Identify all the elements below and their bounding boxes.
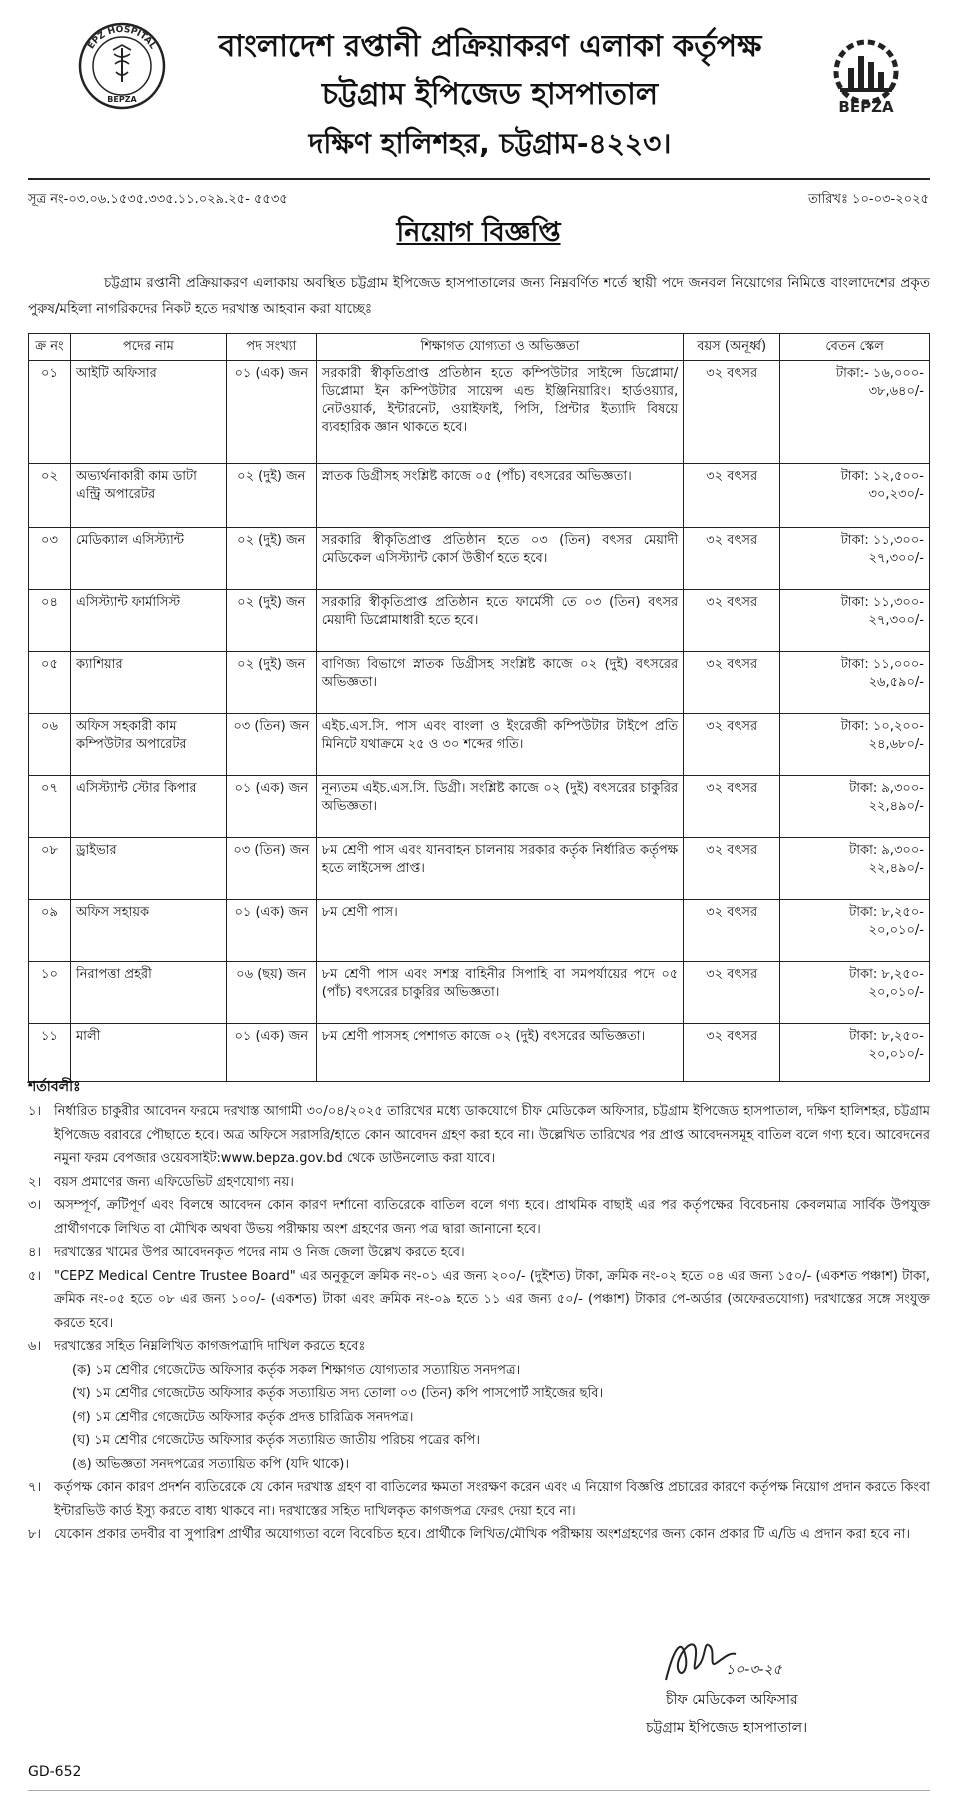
table-row: ০২ অভ্যর্থনাকারী কাম ডাটা এন্ট্রি অপারেটর ০২ (দুই) জন স্নাতক ডিগ্রীসহ সংশ্লিষ্ট কাজে ০৫ (পাঁচ) বৎসরের অভিজ্ঞতা। ৩২ বৎসর টাকা: ১২,৫০০- ৩০,২৩০/-	[29, 464, 930, 528]
hospital-name: চট্টগ্রাম ইপিজেড হাসপাতাল	[321, 77, 659, 112]
col-qualification: শিক্ষাগত যোগ্যতা ও অভিজ্ঞতা	[316, 334, 683, 361]
document-item: (ক) ১ম শ্রেণীর গেজেটেড অফিসার কর্তৃক সকল শিক্ষাগত যোগ্যতার সত্যায়িত সনদপত্র।	[72, 1362, 521, 1378]
condition-item: ৬। দরখাস্তের সহিত নিম্নলিখিত কাগজপত্রাদি দাখিল করতে হবেঃ	[28, 1339, 366, 1354]
notice-title: নিয়োগ বিজ্ঞপ্তি	[396, 217, 561, 248]
condition-item: ৮। যেকোন প্রকার তদবীর বা সুপারিশ প্রার্থীর অযোগ্যতা বলে বিবেচিত হবে। প্রার্থীকে লিখিত/মৌখিক পরীক্ষায় অংশগ্রহণের জন্য কোন প্রকার টি এ/ডি এ প্রদান করা হবে না।	[28, 1527, 910, 1542]
table-row: ০৫ ক্যাশিয়ার ০২ (দুই) জন বাণিজ্য বিভাগে স্নাতক ডিগ্রীসহ সংশ্লিষ্ট কাজে ০২ (দুই) বৎসরের অভিজ্ঞতা। ৩২ বৎসর টাকা: ১১,০০০- ২৬,৫৯০/-	[29, 652, 930, 714]
hospital-address: দক্ষিণ হালিশহর, চট্টগ্রাম-৪২২৩।	[308, 127, 672, 160]
epz-hospital-logo-icon	[78, 22, 166, 110]
condition-item: ৪। দরখাস্তের খামের উপর আবেদনকৃত পদের নাম ও নিজ জেলা উল্লেখ করতে হবে।	[28, 1245, 465, 1260]
signature-date: ১০-৩-২৫	[726, 1662, 782, 1678]
svg-text:EPZ HOSPITAL	[86, 25, 157, 52]
footer-code: GD-652	[28, 1764, 82, 1780]
col-vacancy: পদ সংখ্যা	[226, 334, 316, 361]
table-row: ০৯ অফিস সহায়ক ০১ (এক) জন ৮ম শ্রেণী পাস। ৩২ বৎসর টাকা: ৮,২৫০- ২০,০১০/-	[29, 900, 930, 962]
conditions-list	[28, 1100, 930, 1547]
header	[0, 0, 957, 185]
reference-number: সূত্র নং-০৩.০৬.১৫৩৫.৩৩৫.১১.০২৯.২৫- ৫৫৩৫	[28, 192, 288, 207]
footer-divider	[28, 1790, 930, 1791]
header-divider	[28, 178, 930, 180]
table-row: ০৬ অফিস সহকারী কাম কম্পিউটার অপারেটর ০৩ (তিন) জন এইচ.এস.সি. পাস এবং বাংলা ও ইংরেজী কম্পিউটার টাইপে প্রতি মিনিটে যথাক্রমে ২৫ ও ৩০ শব্দের গতি। ৩২ বৎসর টাকা: ১০,২০০- ২৪,৬৮০/-	[29, 714, 930, 776]
bepza-logo-icon	[820, 38, 912, 118]
document-item: (ঘ) ১ম শ্রেণীর গেজেটেড অফিসার কর্তৃক সত্যায়িত জাতীয় পরিচয় পত্রের কপি।	[72, 1433, 481, 1448]
table-row: ০৪ এসিস্ট্যান্ট ফার্মাসিস্ট ০২ (দুই) জন সরকারি স্বীকৃতিপ্রাপ্ত প্রতিষ্ঠান হতে ফার্মেসী তে ০৩ (তিন) বৎসর মেয়াদী ডিপ্লোমাধারী হতে হবে। ৩২ বৎসর টাকা: ১১,৩০০- ২৭,৩০০/-	[29, 590, 930, 652]
document-item: (ঙ) অভিজ্ঞতা সনদপত্রের সত্যায়িত কপি (যদি থাকে)।	[72, 1456, 350, 1472]
conditions-heading: শর্তাবলীঃ	[28, 1079, 81, 1095]
logo-ring-text: EPZ HOSPITAL	[86, 24, 158, 52]
table-row: ০৮ ড্রাইভার ০৩ (তিন) জন ৮ম শ্রেণী পাস এবং যানবাহন চালনায় সরকার কর্তৃক নির্ধারিত কর্তৃপক্ষ হতে লাইসেন্স প্রাপ্ত। ৩২ বৎসর টাকা: ৯,৩০০- ২২,৪৯০/-	[29, 838, 930, 900]
logo-bottom-text: BEPZA	[107, 95, 137, 104]
table-row: ১১ মালী ০১ (এক) জন ৮ম শ্রেণী পাসসহ পেশাগত কাজে ০২ (দুই) বৎসরের অভিজ্ঞতা। ৩২ বৎসর টাকা: ৮,২৫০- ২০,০১০/-	[29, 1024, 930, 1082]
signatory-office: চট্টগ্রাম ইপিজেড হাসপাতাল।	[646, 1720, 808, 1736]
signatory-designation: চীফ মেডিকেল অফিসার	[666, 1692, 798, 1708]
notice-date: তারিখঃ ১০-০৩-২০২৫	[808, 192, 929, 207]
condition-item: ৩। অসম্পূর্ণ, ক্রটিপূর্ণ এবং বিলম্বে আবেদন কোন কারণ দর্শানো ব্যতিরেকে বাতিল বলে গণ্য হবে। প্রাথমিক বাছাই এর পর কর্তৃপক্ষের বিবেচনায় কেবলমাত্র সার্বিক উপযুক্ত প্রার্থীগণকে লিখিত বা মৌখিক অথবা উভয় পরীক্ষায় অংশ গ্রহণের জন্য পত্র দ্বারা জানানো হবে।	[28, 1198, 930, 1237]
col-serial: ক্র নং	[29, 334, 71, 361]
table-header-row	[29, 334, 930, 361]
col-age: বয়স (অনূর্ধ্ব)	[684, 334, 780, 361]
bepza-logo-text: BEPZA	[838, 98, 894, 116]
document-item: (খ) ১ম শ্রেণীর গেজেটেড অফিসার কর্তৃক সত্যায়িত সদ্য তোলা ০৩ (তিন) কপি পাসপোর্ট সাইজের ছবি।	[72, 1386, 604, 1401]
condition-item: ১। নির্ধারিত চাকুরীর আবেদন ফরমে দরখাস্ত আগামী ৩০/০৪/২০২৫ তারিখের মধ্যে ডাকযোগে চীফ মেডিকেল অফিসার, চট্টগ্রাম ইপিজেড হাসপাতাল, দক্ষিণ হালিশহর, চট্টগ্রাম ইপিজেড বরাবরে পৌছাতে হবে। অত্র অফিসে সরাসরি/হাতে কোন আবেদন গ্রহণ করা হবে না। উল্লেখিত তারিখের পর প্রাপ্ত আবেদনসমূহ বাতিল বলে গণ্য হবে। আবেদনের নমুনা ফরম বেপজার ওয়েবসাইট:www.bepza.gov.bd থেকে ডাউনলোড করা যাবে।	[28, 1104, 930, 1166]
table-row: ১০ নিরাপত্তা প্রহরী ০৬ (ছয়) জন ৮ম শ্রেণী পাস এবং সশস্ত্র বাহিনীর সিপাহি বা সমপর্যায়ের পদে ০৫ (পাঁচ) বৎসরের চাকুরির অভিজ্ঞতা। ৩২ বৎসর টাকা: ৮,২৫০- ২০,০১০/-	[29, 962, 930, 1024]
table-row: ০৩ মেডিক্যাল এসিস্ট্যান্ট ০২ (দুই) জন সরকারি স্বীকৃতিপ্রাপ্ত প্রতিষ্ঠান হতে ০৩ (তিন) বৎসর মেয়াদী মেডিকেল এসিস্ট্যান্ট কোর্স উত্তীর্ণ হতে হবে। ৩২ বৎসর টাকা: ১১,৩০০- ২৭,৩০০/-	[29, 528, 930, 590]
condition-item: ৫। "CEPZ Medical Centre Trustee Board" এর অনুকূলে ক্রমিক নং-০১ এর জন্য ২০০/- (দুইশত) টাকা, ক্রমিক নং-০২ হতে ০৪ এর জন্য ১৫০/- (একশত পঞ্চাশ) টাকা, ক্রমিক নং-০৫ হতে ০৮ এর জন্য ১০০/- (একশত) টাকা এবং ক্রমিক নং-০৯ হতে ১১ এর জন্য ৫০/- (পঞ্চাশ) টাকার পে-অর্ডার (অফেরতযোগ্য) দরখাস্তের সঙ্গে সংযুক্ত করতে হবে।	[28, 1268, 930, 1331]
document-item: (গ) ১ম শ্রেণীর গেজেটেড অফিসার কর্তৃক প্রদত্ত চারিত্রিক সনদপত্র।	[72, 1409, 414, 1425]
col-pay: বেতন স্কেল	[780, 334, 930, 361]
table-row: ০১ আইটি অফিসার ০১ (এক) জন সরকারী স্বীকৃতিপ্রাপ্ত প্রতিষ্ঠান হতে কম্পিউটার সাইন্সে ডিপ্লোমা/ ডিপ্লোমা ইন কম্পিউটার সায়েন্স এন্ড ইঞ্জিনিয়ারিং। হার্ডওয়্যার, নেটওয়ার্ক, ইন্টারনেট, ওয়াইফাই, পিসি, প্রিন্টার ইত্যাদি বিষয়ে ব্যবহারিক জ্ঞান থাকতে হবে। ৩২ বৎসর টাকা:- ১৬,০০০- ৩৮,৬৪০/-	[29, 361, 930, 464]
vacancy-table	[28, 333, 930, 1082]
condition-item: ৭। কর্তৃপক্ষ কোন কারণ প্রদর্শন ব্যতিরেকে যে কোন দরখাস্ত গ্রহণ বা বাতিলের ক্ষমতা সংরক্ষণ করেন এবং এ নিয়োগ বিজ্ঞপ্তি প্রচারের কারণে কর্তৃপক্ষ নিয়োগ প্রদান করতে কিংবা ইন্টারভিউ কার্ড ইস্যু করতে বাধ্য থাকবে না। দরখাস্তের সহিত দাখিলকৃত কাগজপত্র ফেরৎ দেয়া হবে না।	[28, 1480, 930, 1519]
org-name: বাংলাদেশ রপ্তানী প্রক্রিয়াকরণ এলাকা কর্তৃপক্ষ	[218, 29, 762, 64]
condition-item: ২। বয়স প্রমাণের জন্য এফিডেভিট গ্রহণযোগ্য নয়।	[28, 1174, 294, 1190]
col-post: পদের নাম	[70, 334, 226, 361]
intro-paragraph: চট্টগ্রাম রপ্তানী প্রক্রিয়াকরণ এলাকায় অবস্থিত চট্টগ্রাম ইপিজেড হাসপাতালের জন্য নিম্নবর্ণিত শর্তে স্থায়ী পদে জনবল নিয়োগের নিমিত্তে বাংলাদেশের প্রকৃত পুরুষ/মহিলা নাগরিকদের নিকট হতে দরখাস্ত আহবান করা যাচ্ছেঃ	[28, 275, 930, 317]
table-row: ০৭ এসিস্ট্যান্ট স্টোর কিপার ০১ (এক) জন নূন্যতম এইচ.এস.সি. ডিগ্রী। সংশ্লিষ্ট কাজে ০২ (দুই) বৎসরের চাকুরির অভিজ্ঞতা। ৩২ বৎসর টাকা: ৯,৩০০- ২২,৪৯০/-	[29, 776, 930, 838]
